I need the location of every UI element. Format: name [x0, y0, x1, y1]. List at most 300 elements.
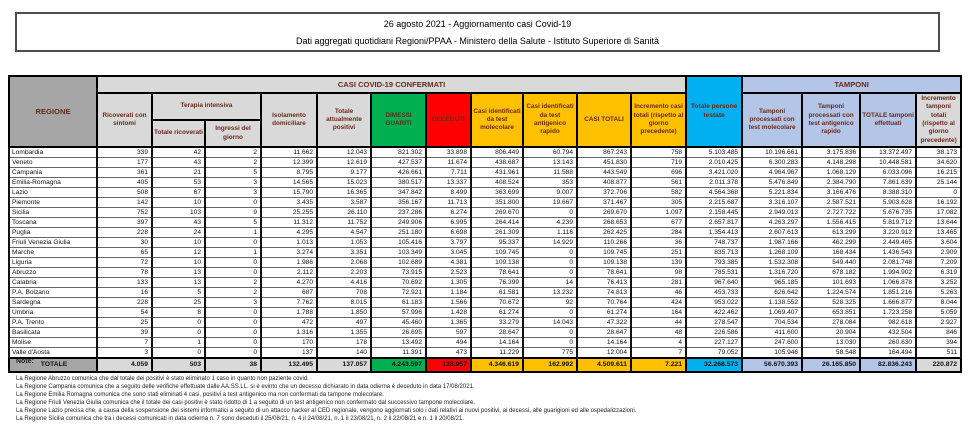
cell-dimessi-guariti: 102.689	[371, 258, 426, 268]
cell-terapia-ingressi-giorno: 3	[205, 188, 261, 198]
cell-ricoverati-con-sintomi: 339	[97, 147, 152, 158]
cell-tamponi-test-antigenico: 4.148.298	[802, 158, 860, 168]
cell-casi-test-molecolare: 351.800	[471, 198, 523, 208]
table-row	[9, 348, 961, 359]
cell-terapia-totale-ricoverati: 8	[152, 308, 205, 318]
cell-terapia-totale-ricoverati: 43	[152, 158, 205, 168]
report-subtitle: Dati aggregati quotidiani Regioni/PPAA - Ministero della Salute - Istituto Superiore di Sanità	[295, 36, 660, 46]
cell-tamponi-test-antigenico: 20.904	[802, 328, 860, 338]
cell-totale-tamponi-effettuati: 2.449.465	[860, 238, 916, 248]
cell-totale-persone-testate: 835.713	[686, 248, 742, 258]
cell-tamponi-test-molecolare: 2.607.613	[742, 228, 802, 238]
note-item: La Regione Lazio precisa che, a causa della sospensione dei sistemi informatici a seguito di un attacco hacker al CED regionale, vengono aggiornati solo i dati relativi ai nuovi positivi, ai decessi, alle guarigioni ed alle ospedalizzazioni.	[16, 408, 637, 414]
notes-list	[16, 375, 956, 423]
cell-totale-attualmente-positivi: 497	[317, 318, 371, 328]
cell-terapia-totale-ricoverati: 42	[152, 147, 205, 158]
cell-terapia-totale-ricoverati: 10	[152, 198, 205, 208]
cell-casi-totali: 61.274	[577, 308, 631, 318]
cell-incremento-tamponi-totali: 3.604	[916, 238, 961, 248]
totale-cell-casi-test-antigenico: 162.992	[523, 358, 577, 372]
cell-incremento-casi-totali: 758	[631, 147, 686, 158]
cell-deceduti: 4.381	[426, 258, 471, 268]
group-header-terapia-intensiva: Terapia intensiva	[152, 93, 261, 120]
cell-casi-test-antigenico: 0	[523, 208, 577, 218]
cell-totale-tamponi-effettuati: 432.504	[860, 328, 916, 338]
cell-casi-test-molecolare: 438.687	[471, 158, 523, 168]
cell-terapia-totale-ricoverati: 0	[152, 318, 205, 328]
cell-isolamento-domiciliare: 472	[261, 318, 317, 328]
cell-casi-test-molecolare: 269.670	[471, 208, 523, 218]
cell-isolamento-domiciliare: 3.435	[261, 198, 317, 208]
region-name-cell: Lombardia	[9, 147, 97, 158]
cell-terapia-totale-ricoverati: 13	[152, 268, 205, 278]
cell-casi-test-antigenico: 14	[523, 278, 577, 288]
cell-incremento-tamponi-totali: 13.644	[916, 218, 961, 228]
notes-title: Note:	[16, 358, 34, 365]
cell-casi-test-antigenico: 14.929	[523, 238, 577, 248]
cell-incremento-casi-totali: 164	[631, 308, 686, 318]
column-header-totale-ricoverati: Totale ricoverati	[152, 120, 205, 147]
cell-incremento-tamponi-totali: 2.909	[916, 248, 961, 258]
cell-casi-totali: 78.641	[577, 268, 631, 278]
cell-casi-test-antigenico: 353	[523, 178, 577, 188]
totale-cell-casi-test-molecolare: 4.346.619	[471, 358, 523, 372]
cell-totale-attualmente-positivi: 2.203	[317, 268, 371, 278]
cell-totale-attualmente-positivi: 9.177	[317, 168, 371, 178]
cell-ricoverati-con-sintomi: 39	[97, 328, 152, 338]
cell-tamponi-test-antigenico: 549.440	[802, 258, 860, 268]
cell-terapia-totale-ricoverati: 5	[152, 288, 205, 298]
cell-ricoverati-con-sintomi: 405	[97, 178, 152, 188]
region-name-cell: Valle d'Aosta	[9, 348, 97, 359]
cell-totale-tamponi-effettuati: 10.448.581	[860, 158, 916, 168]
cell-tamponi-test-molecolare: 1.138.552	[742, 298, 802, 308]
cell-casi-test-antigenico: 775	[523, 348, 577, 359]
cell-tamponi-test-antigenico: 168.434	[802, 248, 860, 258]
table-row	[9, 208, 961, 218]
cell-totale-persone-testate: 226.586	[686, 328, 742, 338]
cell-deceduti: 6.995	[426, 218, 471, 228]
cell-totale-attualmente-positivi: 16.365	[317, 188, 371, 198]
cell-incremento-casi-totali: 251	[631, 248, 686, 258]
region-name-cell: P.A. Trento	[9, 318, 97, 328]
cell-deceduti: 6.274	[426, 208, 471, 218]
cell-totale-tamponi-effettuati: 260.630	[860, 338, 916, 348]
cell-terapia-ingressi-giorno: 0	[205, 198, 261, 208]
notes-section	[16, 358, 956, 423]
cell-casi-test-molecolare: 11.229	[471, 348, 523, 359]
cell-deceduti: 8.499	[426, 188, 471, 198]
cell-casi-test-antigenico: 14.043	[523, 318, 577, 328]
cell-casi-totali: 28.647	[577, 328, 631, 338]
cell-incremento-casi-totali: 424	[631, 298, 686, 308]
cell-dimessi-guariti: 237.286	[371, 208, 426, 218]
cell-isolamento-domiciliare: 15.790	[261, 188, 317, 198]
cell-terapia-totale-ricoverati: 10	[152, 258, 205, 268]
cell-dimessi-guariti: 103.349	[371, 248, 426, 258]
cell-terapia-ingressi-giorno: 0	[205, 258, 261, 268]
cell-ricoverati-con-sintomi: 65	[97, 248, 152, 258]
cell-tamponi-test-antigenico: 278.084	[802, 318, 860, 328]
cell-incremento-tamponi-totali: 2.927	[916, 318, 961, 328]
cell-totale-attualmente-positivi: 1.053	[317, 238, 371, 248]
cell-tamponi-test-molecolare: 10.196.661	[742, 147, 802, 158]
cell-casi-test-antigenico: 1.116	[523, 228, 577, 238]
cell-tamponi-test-antigenico: 528.325	[802, 298, 860, 308]
cell-incremento-tamponi-totali: 3.252	[916, 278, 961, 288]
cell-tamponi-test-molecolare: 2.949.013	[742, 208, 802, 218]
cell-tamponi-test-molecolare: 6.300.283	[742, 158, 802, 168]
cell-ricoverati-con-sintomi: 78	[97, 268, 152, 278]
cell-casi-test-molecolare: 61.581	[471, 288, 523, 298]
cell-incremento-casi-totali: 561	[631, 178, 686, 188]
cell-terapia-ingressi-giorno: 0	[205, 338, 261, 348]
column-header-ricoverati-con-sintomi: Ricoverati con sintomi	[97, 93, 152, 147]
cell-terapia-totale-ricoverati: 0	[152, 348, 205, 359]
cell-casi-totali: 12.004	[577, 348, 631, 359]
cell-incremento-casi-totali: 36	[631, 238, 686, 248]
cell-totale-persone-testate: 2.010.425	[686, 158, 742, 168]
cell-terapia-ingressi-giorno: 1	[205, 228, 261, 238]
region-name-cell: Sicilia	[9, 208, 97, 218]
table-row	[9, 308, 961, 318]
region-name-cell: Piemonte	[9, 198, 97, 208]
cell-totale-attualmente-positivi: 3.351	[317, 248, 371, 258]
cell-terapia-ingressi-giorno: 2	[205, 278, 261, 288]
region-name-cell: Toscana	[9, 218, 97, 228]
cell-casi-test-antigenico: 11.588	[523, 168, 577, 178]
cell-casi-test-molecolare: 95.337	[471, 238, 523, 248]
cell-isolamento-domiciliare: 1.316	[261, 328, 317, 338]
cell-tamponi-test-molecolare: 5.476.849	[742, 178, 802, 188]
cell-totale-attualmente-positivi: 12.043	[317, 147, 371, 158]
cell-terapia-totale-ricoverati: 103	[152, 208, 205, 218]
cell-tamponi-test-antigenico: 2.587.521	[802, 198, 860, 208]
cell-casi-totali: 372.706	[577, 188, 631, 198]
cell-incremento-tamponi-totali: 16.215	[916, 168, 961, 178]
cell-terapia-totale-ricoverati: 0	[152, 328, 205, 338]
cell-casi-test-molecolare: 78.641	[471, 268, 523, 278]
cell-tamponi-test-antigenico: 653.851	[802, 308, 860, 318]
cell-incremento-casi-totali: 719	[631, 158, 686, 168]
table-row	[9, 198, 961, 208]
cell-deceduti: 1.305	[426, 278, 471, 288]
cell-tamponi-test-antigenico: 1.068.129	[802, 168, 860, 178]
cell-deceduti: 33.898	[426, 147, 471, 158]
cell-tamponi-test-molecolare: 3.316.107	[742, 198, 802, 208]
cell-deceduti: 11.674	[426, 158, 471, 168]
cell-terapia-ingressi-giorno: 2	[205, 288, 261, 298]
cell-dimessi-guariti: 13.492	[371, 338, 426, 348]
cell-totale-persone-testate: 2.011.378	[686, 178, 742, 188]
cell-casi-test-antigenico: 13.232	[523, 288, 577, 298]
cell-incremento-tamponi-totali: 16.192	[916, 198, 961, 208]
cell-isolamento-domiciliare: 8.795	[261, 168, 317, 178]
totale-cell-terapia-ingressi-giorno: 38	[205, 358, 261, 372]
cell-isolamento-domiciliare: 12.399	[261, 158, 317, 168]
cell-dimessi-guariti: 426.661	[371, 168, 426, 178]
cell-casi-test-molecolare: 264.414	[471, 218, 523, 228]
covid-data-table	[8, 75, 962, 373]
cell-totale-persone-testate: 1.354.413	[686, 228, 742, 238]
cell-casi-test-molecolare: 408.524	[471, 178, 523, 188]
cell-terapia-totale-ricoverati: 21	[152, 168, 205, 178]
cell-incremento-casi-totali: 305	[631, 198, 686, 208]
cell-totale-persone-testate: 967.640	[686, 278, 742, 288]
cell-casi-test-molecolare: 33.279	[471, 318, 523, 328]
cell-isolamento-domiciliare: 1.013	[261, 238, 317, 248]
cell-dimessi-guariti: 57.996	[371, 308, 426, 318]
cell-totale-attualmente-positivi: 178	[317, 338, 371, 348]
cell-incremento-casi-totali: 696	[631, 168, 686, 178]
table-row	[9, 318, 961, 328]
cell-tamponi-test-antigenico: 3.166.476	[802, 188, 860, 198]
cell-isolamento-domiciliare: 4.295	[261, 228, 317, 238]
region-name-cell: Basilicata	[9, 328, 97, 338]
cell-dimessi-guariti: 61.183	[371, 298, 426, 308]
cell-tamponi-test-molecolare: 411.600	[742, 328, 802, 338]
region-name-cell: Emilia-Romagna	[9, 178, 97, 188]
cell-deceduti: 3.045	[426, 248, 471, 258]
cell-terapia-totale-ricoverati: 43	[152, 218, 205, 228]
cell-dimessi-guariti: 427.537	[371, 158, 426, 168]
covid-data-table-wrap	[8, 75, 960, 373]
table-row	[9, 218, 961, 228]
cell-tamponi-test-molecolare: 704.534	[742, 318, 802, 328]
cell-terapia-ingressi-giorno: 5	[205, 218, 261, 228]
cell-totale-tamponi-effettuati: 1.436.543	[860, 248, 916, 258]
cell-terapia-ingressi-giorno: 9	[205, 208, 261, 218]
table-row	[9, 258, 961, 268]
cell-totale-persone-testate: 4.564.368	[686, 188, 742, 198]
cell-incremento-casi-totali: 281	[631, 278, 686, 288]
cell-totale-tamponi-effettuati: 1.066.878	[860, 278, 916, 288]
table-row	[9, 268, 961, 278]
cell-totale-persone-testate: 5.103.485	[686, 147, 742, 158]
cell-deceduti: 11.713	[426, 198, 471, 208]
cell-deceduti: 597	[426, 328, 471, 338]
cell-ricoverati-con-sintomi: 3	[97, 348, 152, 359]
cell-casi-test-antigenico: 0	[523, 308, 577, 318]
cell-totale-attualmente-positivi: 11.752	[317, 218, 371, 228]
cell-totale-tamponi-effettuati: 982.618	[860, 318, 916, 328]
cell-ricoverati-con-sintomi: 228	[97, 298, 152, 308]
cell-terapia-ingressi-giorno: 0	[205, 328, 261, 338]
cell-totale-attualmente-positivi: 8.015	[317, 298, 371, 308]
cell-totale-tamponi-effettuati: 3.220.912	[860, 228, 916, 238]
cell-casi-totali: 371.467	[577, 198, 631, 208]
cell-dimessi-guariti: 347.842	[371, 188, 426, 198]
cell-totale-persone-testate: 748.737	[686, 238, 742, 248]
cell-totale-tamponi-effettuati: 1.666.877	[860, 298, 916, 308]
cell-isolamento-domiciliare: 11.312	[261, 218, 317, 228]
cell-incremento-tamponi-totali: 34.620	[916, 158, 961, 168]
cell-tamponi-test-antigenico: 58.548	[802, 348, 860, 359]
totale-cell-totale-tamponi-effettuati: 82.836.243	[860, 358, 916, 372]
cell-totale-tamponi-effettuati: 8.388.310	[860, 188, 916, 198]
totale-cell-tamponi-test-antigenico: 26.165.850	[802, 358, 860, 372]
cell-ricoverati-con-sintomi: 16	[97, 288, 152, 298]
cell-ricoverati-con-sintomi: 54	[97, 308, 152, 318]
cell-incremento-tamponi-totali: 17.082	[916, 208, 961, 218]
cell-totale-persone-testate: 79.052	[686, 348, 742, 359]
table-header	[9, 76, 961, 147]
cell-isolamento-domiciliare: 687	[261, 288, 317, 298]
cell-terapia-ingressi-giorno: 0	[205, 238, 261, 248]
cell-ricoverati-con-sintomi: 397	[97, 218, 152, 228]
cell-deceduti: 494	[426, 338, 471, 348]
cell-isolamento-domiciliare: 170	[261, 338, 317, 348]
totale-cell-ricoverati-con-sintomi: 4.059	[97, 358, 152, 372]
cell-totale-tamponi-effettuati: 2.081.748	[860, 258, 916, 268]
cell-terapia-ingressi-giorno: 2	[205, 147, 261, 158]
note-item: La Regione Abruzzo comunica che dal totale dei positivi è stato eliminato 1 caso in quanto non paziente covid.	[16, 376, 309, 382]
cell-deceduti: 7.711	[426, 168, 471, 178]
cell-ricoverati-con-sintomi: 72	[97, 258, 152, 268]
cell-tamponi-test-molecolare: 5.221.834	[742, 188, 802, 198]
cell-deceduti: 6.698	[426, 228, 471, 238]
cell-deceduti: 1.184	[426, 288, 471, 298]
cell-isolamento-domiciliare: 1.788	[261, 308, 317, 318]
cell-casi-test-molecolare: 363.699	[471, 188, 523, 198]
cell-casi-test-antigenico: 0	[523, 268, 577, 278]
cell-casi-test-antigenico: 0	[523, 338, 577, 348]
cell-casi-test-molecolare: 431.961	[471, 168, 523, 178]
cell-terapia-totale-ricoverati: 12	[152, 248, 205, 258]
cell-ricoverati-con-sintomi: 361	[97, 168, 152, 178]
region-name-cell: Abruzzo	[9, 268, 97, 278]
cell-casi-test-antigenico: 0	[523, 258, 577, 268]
cell-tamponi-test-antigenico: 613.299	[802, 228, 860, 238]
cell-tamponi-test-antigenico: 3.175.836	[802, 147, 860, 158]
cell-totale-persone-testate: 2.657.817	[686, 218, 742, 228]
cell-casi-totali: 70.764	[577, 298, 631, 308]
cell-totale-persone-testate: 227.127	[686, 338, 742, 348]
cell-casi-test-antigenico: 92	[523, 298, 577, 308]
cell-casi-test-molecolare: 61.274	[471, 308, 523, 318]
cell-isolamento-domiciliare: 1.986	[261, 258, 317, 268]
cell-terapia-ingressi-giorno: 0	[205, 308, 261, 318]
table-row	[9, 238, 961, 248]
note-item: La Regione Sicilia comunica che tra i decessi comunicati in data odierna n. 7 sono deceduti il 25/08/21, n. 4 il 24/08/21, n. 1 il 23/08/21, n. 2 il 22/08/21 e n. 1 il 20/08/21.	[16, 416, 464, 422]
cell-casi-totali: 408.877	[577, 178, 631, 188]
cell-totale-attualmente-positivi: 4.416	[317, 278, 371, 288]
cell-terapia-ingressi-giorno: 5	[205, 168, 261, 178]
column-header-casi-totali: CASI TOTALI	[577, 93, 631, 147]
cell-isolamento-domiciliare: 3.274	[261, 248, 317, 258]
column-header-incremento-casi-totali: Incremento casi totali (rispetto al giorno precedente)	[631, 93, 686, 147]
cell-incremento-casi-totali: 4	[631, 338, 686, 348]
cell-totale-tamponi-effettuati: 6.033.096	[860, 168, 916, 178]
note-item: La Regione Emilia Romagna comunica che sono stati eliminati 4 casi, positivi a test antigenico ma non confermati da tampone molecolare.	[16, 392, 384, 398]
cell-tamponi-test-molecolare: 1.987.166	[742, 238, 802, 248]
region-name-cell: Lazio	[9, 188, 97, 198]
table-row	[9, 328, 961, 338]
cell-casi-test-antigenico: 0	[523, 328, 577, 338]
column-header-deceduti: DECEDUTI	[426, 93, 471, 147]
cell-totale-persone-testate: 422.462	[686, 308, 742, 318]
cell-incremento-casi-totali: 44	[631, 318, 686, 328]
cell-deceduti: 1.365	[426, 318, 471, 328]
cell-terapia-ingressi-giorno: 1	[205, 248, 261, 258]
column-header-isolamento-domiciliare: Isolamento domiciliare	[261, 93, 317, 147]
cell-ricoverati-con-sintomi: 752	[97, 208, 152, 218]
cell-totale-tamponi-effettuati: 1.851.216	[860, 288, 916, 298]
cell-incremento-casi-totali: 48	[631, 328, 686, 338]
cell-tamponi-test-molecolare: 1.316.720	[742, 268, 802, 278]
cell-isolamento-domiciliare: 25.255	[261, 208, 317, 218]
region-name-cell: Liguria	[9, 258, 97, 268]
cell-totale-persone-testate: 278.547	[686, 318, 742, 328]
cell-casi-test-molecolare: 28.647	[471, 328, 523, 338]
table-row	[9, 188, 961, 198]
cell-casi-test-molecolare: 261.309	[471, 228, 523, 238]
cell-totale-persone-testate: 785.531	[686, 268, 742, 278]
totale-cell-totale-attualmente-positivi: 137.057	[317, 358, 371, 372]
column-header-totale-persone-testate: Totale persone testate	[686, 76, 742, 147]
cell-dimessi-guariti: 380.517	[371, 178, 426, 188]
cell-totale-attualmente-positivi: 708	[317, 288, 371, 298]
report-title-box	[15, 12, 940, 52]
cell-isolamento-domiciliare: 7.762	[261, 298, 317, 308]
group-header-tamponi: TAMPONI	[742, 76, 961, 93]
cell-casi-totali: 451.830	[577, 158, 631, 168]
column-header-tamponi-test-antigenico: Tamponi processati con test antigenico rapido	[802, 93, 860, 147]
cell-tamponi-test-antigenico: 13.030	[802, 338, 860, 348]
cell-incremento-tamponi-totali: 0	[916, 188, 961, 198]
totale-cell-incremento-tamponi-totali: 220.872	[916, 358, 961, 372]
cell-isolamento-domiciliare: 11.662	[261, 147, 317, 158]
cell-casi-totali: 268.653	[577, 218, 631, 228]
cell-dimessi-guariti: 73.915	[371, 268, 426, 278]
cell-dimessi-guariti: 251.180	[371, 228, 426, 238]
cell-incremento-tamponi-totali: 5.263	[916, 288, 961, 298]
cell-incremento-tamponi-totali: 25.144	[916, 178, 961, 188]
cell-incremento-tamponi-totali: 7.209	[916, 258, 961, 268]
cell-ricoverati-con-sintomi: 7	[97, 338, 152, 348]
region-name-cell: Umbria	[9, 308, 97, 318]
column-header-tamponi-test-molecolare: Tamponi processati con test molecolare	[742, 93, 802, 147]
cell-totale-persone-testate: 453.733	[686, 288, 742, 298]
cell-terapia-totale-ricoverati: 67	[152, 188, 205, 198]
cell-totale-tamponi-effettuati: 1.723.258	[860, 308, 916, 318]
cell-dimessi-guariti: 249.906	[371, 218, 426, 228]
totale-cell-tamponi-test-molecolare: 56.670.393	[742, 358, 802, 372]
cell-casi-totali: 262.425	[577, 228, 631, 238]
region-name-cell: P.A. Bolzano	[9, 288, 97, 298]
cell-deceduti: 1.428	[426, 308, 471, 318]
cell-totale-attualmente-positivi: 26.110	[317, 208, 371, 218]
cell-dimessi-guariti: 821.302	[371, 147, 426, 158]
cell-tamponi-test-antigenico: 1.556.415	[802, 218, 860, 228]
cell-ricoverati-con-sintomi: 142	[97, 198, 152, 208]
table-row	[9, 248, 961, 258]
table-row	[9, 298, 961, 308]
column-header-totale-attualmente-positivi: Totale attualmente positivi	[317, 93, 371, 147]
cell-totale-tamponi-effettuati: 1.994.902	[860, 268, 916, 278]
cell-dimessi-guariti: 70.692	[371, 278, 426, 288]
cell-incremento-tamponi-totali: 13.465	[916, 228, 961, 238]
table-row	[9, 288, 961, 298]
cell-tamponi-test-molecolare: 4.263.297	[742, 218, 802, 228]
cell-totale-persone-testate: 3.421.020	[686, 168, 742, 178]
cell-deceduti: 3.797	[426, 238, 471, 248]
region-name-cell: Marche	[9, 248, 97, 258]
cell-tamponi-test-antigenico: 1.224.574	[802, 288, 860, 298]
cell-casi-test-molecolare: 76.399	[471, 278, 523, 288]
cell-totale-tamponi-effettuati: 5.676.735	[860, 208, 916, 218]
report-date-title: 26 agosto 2021 - Aggiornamento casi Covid-19	[383, 19, 572, 29]
